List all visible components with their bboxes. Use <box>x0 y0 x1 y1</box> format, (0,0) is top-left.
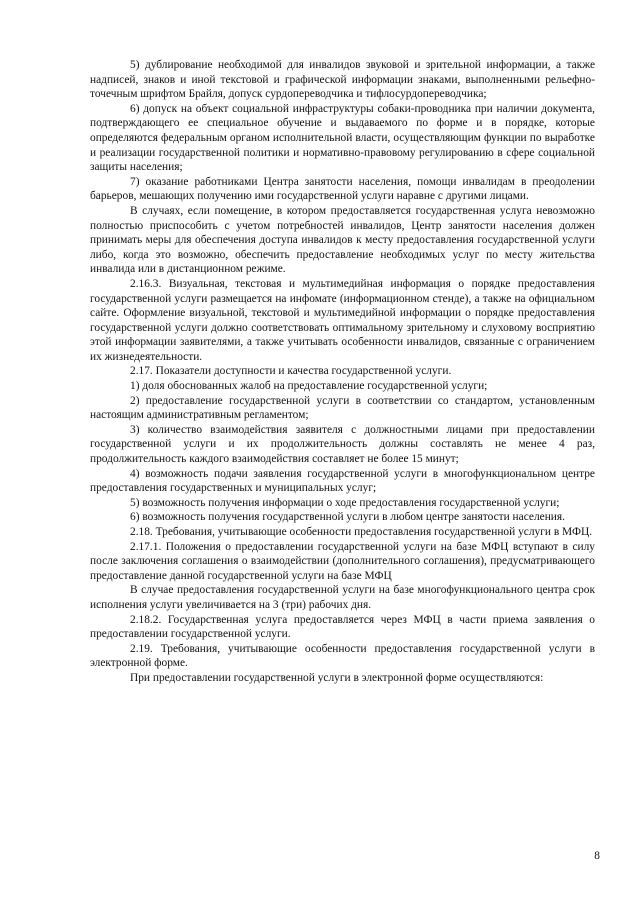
document-body <box>90 58 595 686</box>
paragraph: 2) предоставление государственной услуги в соответствии со стандартом, установленным настоящим административным регламентом; <box>90 394 595 422</box>
paragraph: В случаях, если помещение, в котором предоставляется государственная услуга невозможно полностью приспособить с учетом потребностей инвалидов, Центр занятости населения должен принимать меры для обеспечения доступа инвалидов к месту предоставления государственной услуги либо, когда это возможно, обеспечить предоставление необходимых услуг по месту жительства инвалида или в дистанционном режиме. <box>90 204 595 276</box>
page-number: 8 <box>594 850 600 862</box>
paragraph: 2.16.3. Визуальная, текстовая и мультимедийная информация о порядке предоставления государственной услуги размещается на инфомате (информационном стенде), а также на официальном сайте. Оформление визуальной, текстовой и мультимедийной информации о порядке предоставления государственной услуги должно соответствовать оптимальному зрительному и слуховому восприятию этой информации заявителями, а также учитывать особенности инвалидов, связанные с ограничением их жизнедеятельности. <box>90 277 595 363</box>
paragraph: 5) дублирование необходимой для инвалидов звуковой и зрительной информации, а также надписей, знаков и иной текстовой и графической информации знаками, выполненными рельефно-точечным шрифтом Брайля, допуск сурдопереводчика и тифлосурдопереводчика; <box>90 59 595 101</box>
paragraph: 6) возможность получения государственной услуги в любом центре занятости населения. <box>130 511 565 524</box>
paragraph: 2.18. Требования, учитывающие особенности предоставления государственной услуги в МФЦ. <box>130 526 593 538</box>
paragraph: 5) возможность получения информации о ходе предоставления государственной услуги; <box>130 496 560 509</box>
paragraph: 3) количество взаимодействия заявителя с должностными лицами при предоставлении государственной услуги и их продолжительность должны составлять не менее 4 раз, продолжительность каждого взаимодействия составляет не более 15 минут; <box>90 423 595 466</box>
paragraph: При предоставлении государственной услуги в электронной форме осуществляются: <box>130 671 544 684</box>
paragraph: В случае предоставления государственной услуги на базе многофункционального центра срок исполнения услуги увеличивается на 3 (три) рабочих дня. <box>90 584 595 611</box>
paragraph: 2.17. Показатели доступности и качества государственной услуги. <box>130 365 452 378</box>
paragraph: 1) доля обоснованных жалоб на предоставление государственной услуги; <box>130 380 488 393</box>
paragraph: 6) допуск на объект социальной инфраструктуры собаки-проводника при наличии документа, подтверждающего ее специальное обучение и выдаваемого по форме и в порядке, которые определяются федеральным органом исполнительной власти, осуществляющим функции по выработке и реализации государственной политики и нормативно-правовому регулированию в сфере социальной защиты населения; <box>90 102 595 174</box>
paragraph: 2.18.2. Государственная услуга предоставляется через МФЦ в части приема заявления о предоставлении государственной услуги. <box>90 613 595 641</box>
paragraph: 2.19. Требования, учитывающие особенности предоставления государственной услуги в электронной форме. <box>90 642 595 670</box>
paragraph: 4) возможность подачи заявления государственной услуги в многофункциональном центре предоставления государственных и муниципальных услуг; <box>90 467 595 495</box>
paragraph: 7) оказание работниками Центра занятости населения, помощи инвалидам в преодолении барьеров, мешающих получению ими государственной услуги наравне с другими лицами. <box>90 175 595 203</box>
paragraph: 2.17.1. Положения о предоставлении государственной услуги на базе МФЦ вступают в силу после заключения соглашения о взаимодействии (дополнительного соглашения), предусматривающего предоставление данной государственной услуги на базе МФЦ <box>90 540 595 582</box>
